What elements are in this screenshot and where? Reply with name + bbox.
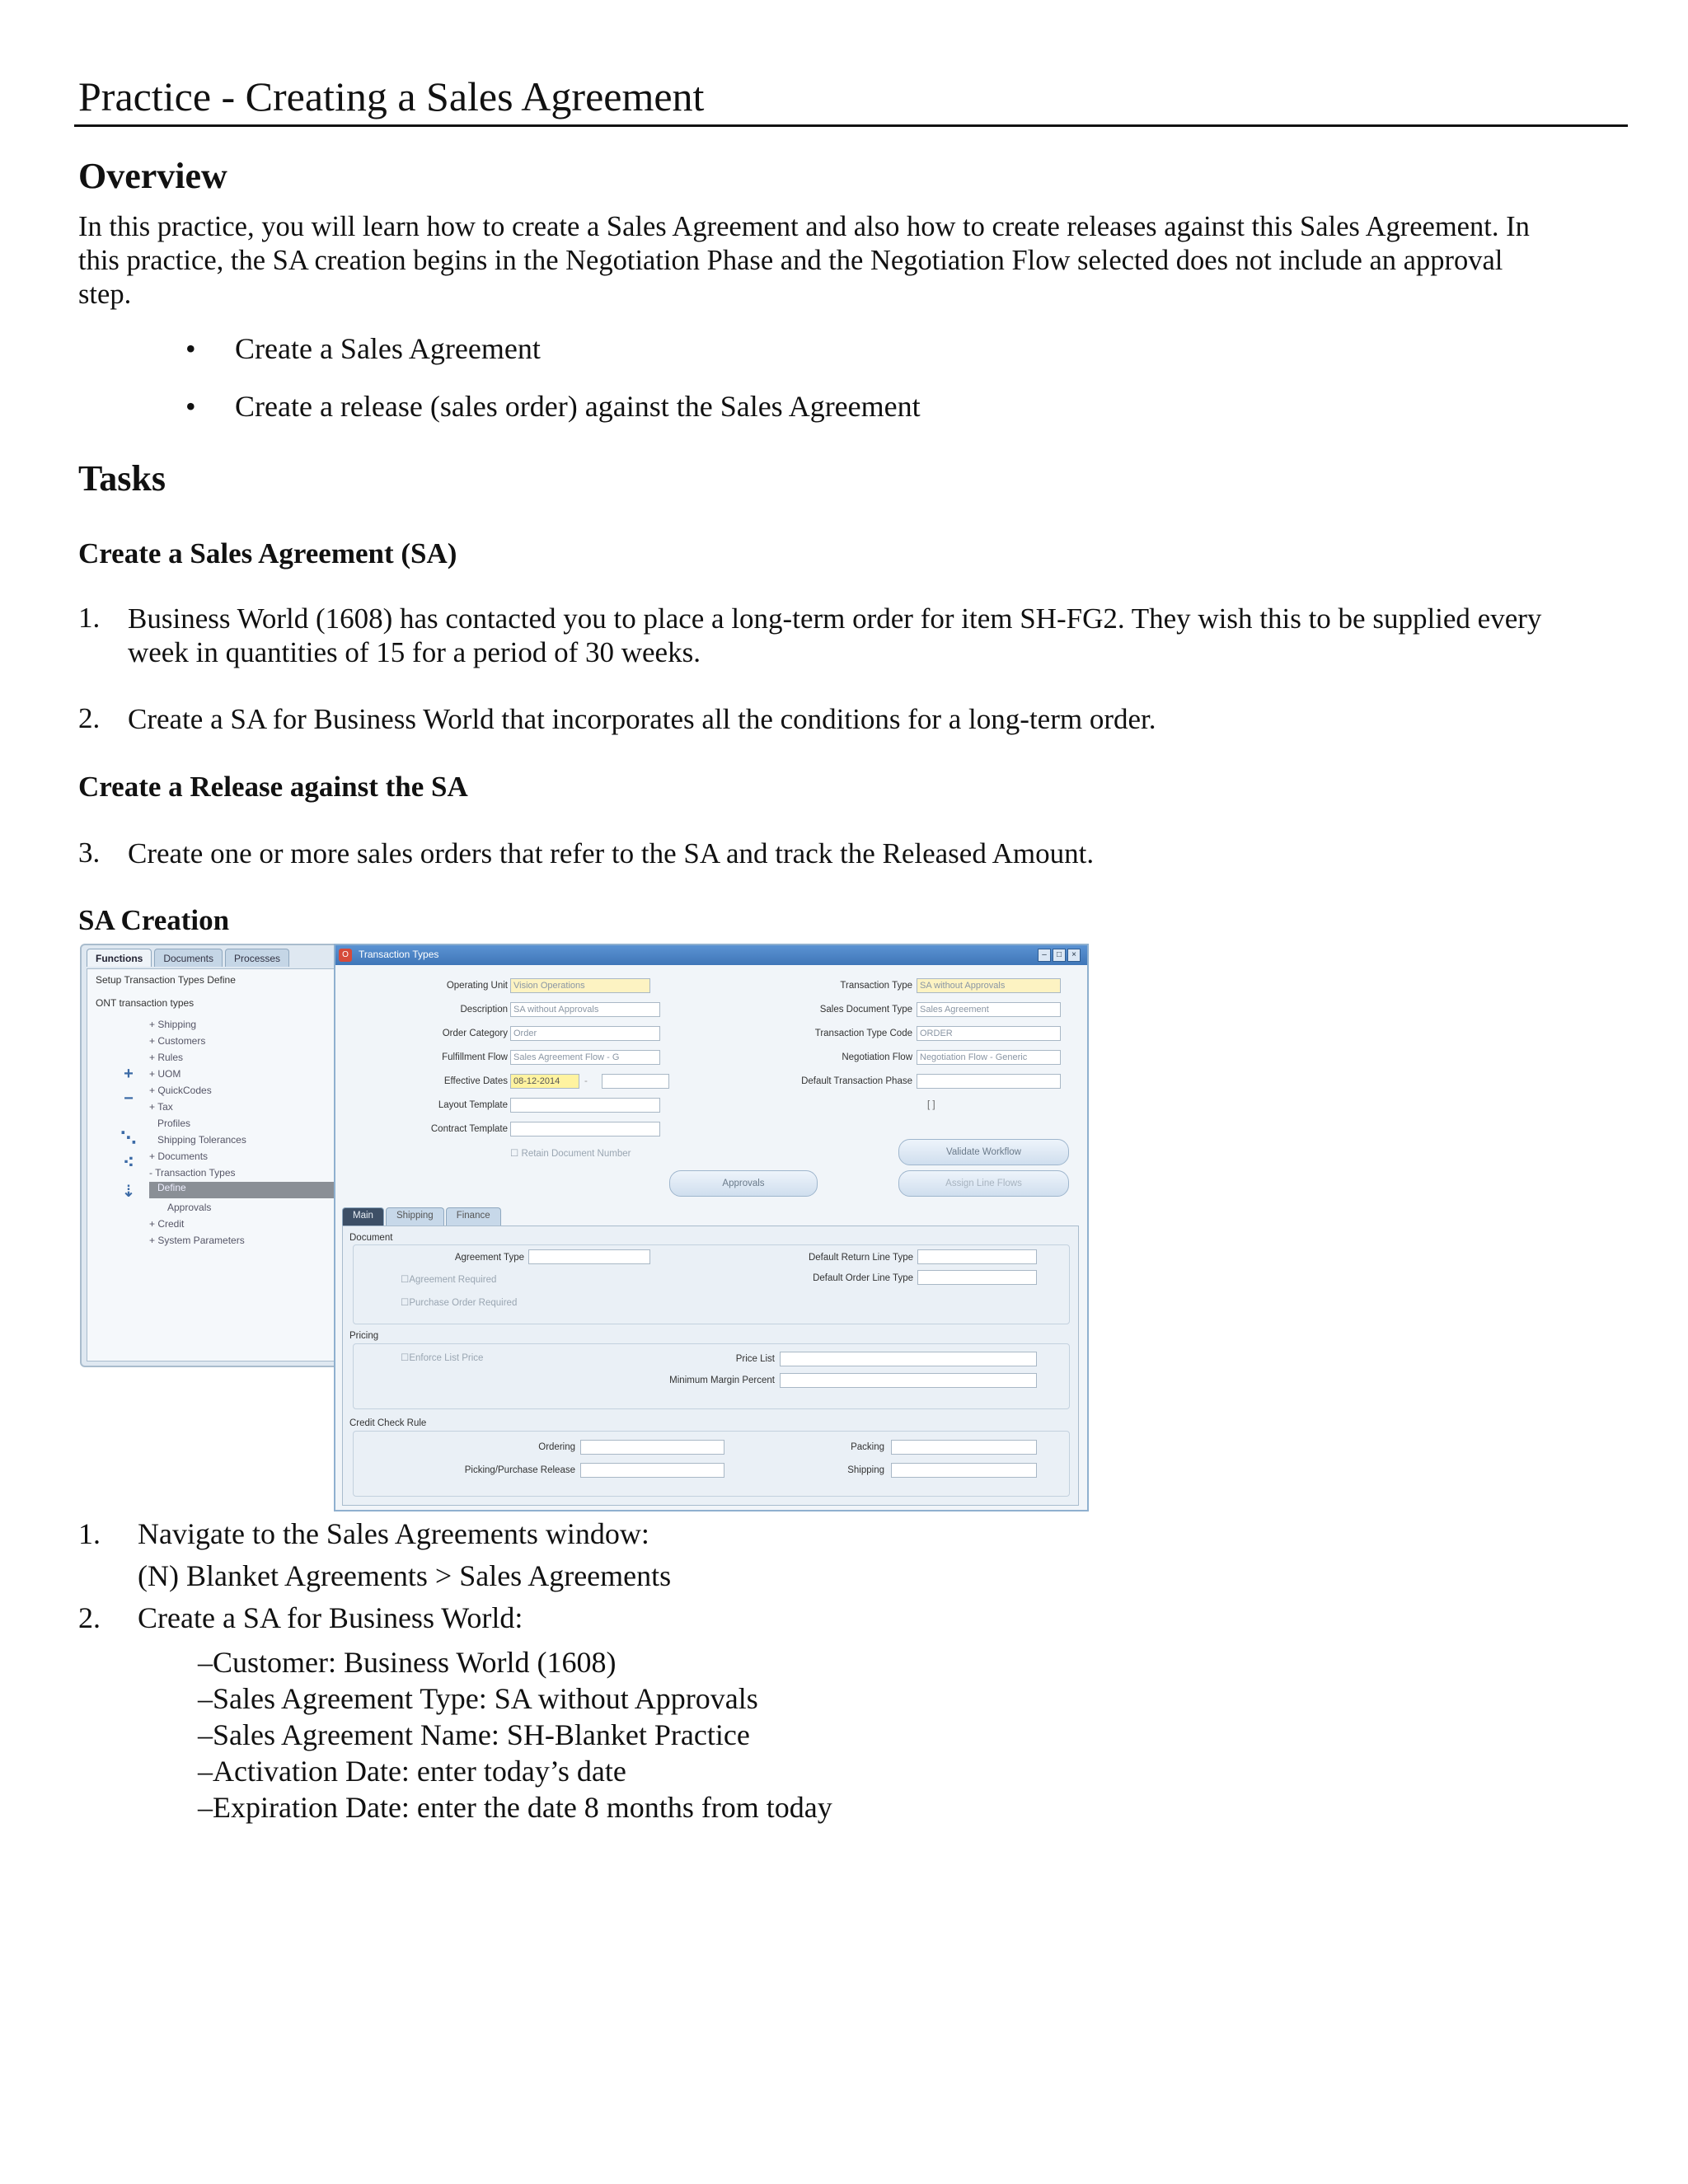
tree-item-customers[interactable]: + Customers	[149, 1035, 206, 1047]
transaction-types-window	[334, 944, 1089, 1511]
step-number: 1.	[78, 1517, 101, 1550]
default-order-line-type-field[interactable]	[917, 1270, 1037, 1285]
label-price-list: Price List	[735, 1354, 775, 1364]
assign-line-flows-button[interactable]: Assign Line Flows	[898, 1170, 1069, 1197]
overview-line-2: this practice, the SA creation begins in the Negotiation Phase and the Negotiation Flow selected does not include an approval	[78, 245, 1503, 276]
tree-item-shipping-tolerances[interactable]: Shipping Tolerances	[157, 1134, 246, 1146]
label-layout-template: Layout Template	[438, 1100, 508, 1110]
label-negotiation-flow: Negotiation Flow	[842, 1052, 912, 1062]
label-contract-template: Contract Template	[430, 1124, 508, 1134]
minimize-icon[interactable]: –	[1038, 949, 1051, 962]
label-transaction-type: Transaction Type	[840, 981, 912, 991]
tree-item-approvals[interactable]: Approvals	[167, 1202, 212, 1213]
credit-check-section-label: Credit Check Rule	[349, 1418, 427, 1428]
task-number: 1.	[78, 602, 101, 634]
effective-date-from-field[interactable]: 08-12-2014	[510, 1074, 579, 1089]
navigator-panel	[80, 944, 343, 1367]
agreement-required-checkbox[interactable]: ☐Agreement Required	[401, 1275, 497, 1285]
flex-field-bracket[interactable]: [ ]	[927, 1100, 935, 1110]
navigator-tree	[87, 968, 337, 1361]
enforce-list-price-checkbox[interactable]: ☐Enforce List Price	[401, 1353, 484, 1363]
sales-document-type-field[interactable]: Sales Agreement	[917, 1002, 1061, 1017]
po-required-label: Purchase Order Required	[409, 1298, 518, 1308]
collapse-icon[interactable]: −	[124, 1090, 134, 1108]
transaction-types-screenshot	[80, 944, 1085, 1508]
tree-item-profiles[interactable]: Profiles	[157, 1118, 191, 1129]
tree-item-quickcodes[interactable]: + QuickCodes	[149, 1085, 212, 1096]
overview-bullet-1: Create a Sales Agreement	[235, 332, 541, 365]
tab-finance[interactable]: Finance	[446, 1207, 501, 1226]
label-default-transaction-phase: Default Transaction Phase	[801, 1076, 912, 1086]
ordering-field[interactable]	[580, 1440, 724, 1455]
label-ordering: Ordering	[538, 1442, 575, 1452]
effective-date-to-field[interactable]	[602, 1074, 669, 1089]
step-1-navigation-path: (N) Blanket Agreements > Sales Agreements	[138, 1559, 672, 1592]
minimum-margin-percent-field[interactable]	[780, 1373, 1037, 1388]
tree-item-uom[interactable]: + UOM	[149, 1068, 181, 1080]
retain-document-number-label: Retain Document Number	[521, 1149, 631, 1159]
task-1-line-2: week in quantities of 15 for a period of 30 weeks.	[128, 636, 701, 668]
label-description: Description	[460, 1005, 508, 1015]
page-title: Practice - Creating a Sales Agreement	[78, 73, 705, 120]
tree-item-documents[interactable]: + Documents	[149, 1151, 209, 1162]
tree-item-shipping[interactable]: + Shipping	[149, 1019, 197, 1030]
price-list-field[interactable]	[780, 1352, 1037, 1366]
default-return-line-type-field[interactable]	[917, 1249, 1037, 1264]
label-operating-unit: Operating Unit	[446, 981, 508, 991]
picking-purchase-release-field[interactable]	[580, 1463, 724, 1478]
document-section-label: Document	[349, 1233, 393, 1243]
expand-branch-icon[interactable]: ⋱	[120, 1129, 137, 1147]
step-2-text: Create a SA for Business World:	[138, 1601, 523, 1634]
task-3-text: Create one or more sales orders that refer to the SA and track the Released Amount.	[128, 837, 1095, 869]
main-tab-panel	[342, 1226, 1079, 1506]
label-picking-purchase-release: Picking/Purchase Release	[464, 1465, 575, 1475]
agreement-type-field[interactable]	[528, 1249, 650, 1264]
navigator-tabs	[87, 949, 289, 967]
pricing-section-label: Pricing	[349, 1331, 379, 1341]
task-2-text: Create a SA for Business World that incorporates all the conditions for a long-term order.	[128, 703, 1156, 735]
bullet-dot: •	[185, 390, 196, 423]
approvals-button[interactable]: Approvals	[669, 1170, 818, 1197]
step-number: 2.	[78, 1601, 101, 1634]
label-sales-document-type: Sales Document Type	[819, 1005, 912, 1015]
shipping-field[interactable]	[891, 1463, 1037, 1478]
tab-main[interactable]: Main	[342, 1207, 384, 1226]
title-rule	[74, 124, 1628, 127]
retain-document-number-checkbox[interactable]: ☐ Retain Document Number	[510, 1149, 631, 1159]
label-transaction-type-code: Transaction Type Code	[814, 1029, 912, 1038]
label-order-category: Order Category	[442, 1029, 508, 1038]
transaction-type-field[interactable]: SA without Approvals	[917, 978, 1061, 993]
default-transaction-phase-field[interactable]	[917, 1074, 1061, 1089]
tasks-heading: Tasks	[78, 458, 166, 499]
overview-line-1: In this practice, you will learn how to create a Sales Agreement and also how to create releases against this Sales Agreement. In	[78, 211, 1530, 242]
tree-item-tax[interactable]: + Tax	[149, 1101, 173, 1113]
fulfillment-flow-field[interactable]: Sales Agreement Flow - G	[510, 1050, 660, 1065]
collapse-all-icon[interactable]: ⇣	[121, 1183, 136, 1201]
overview-line-3: step.	[78, 279, 132, 310]
date-separator: -	[584, 1076, 588, 1086]
expand-icon[interactable]: +	[124, 1065, 134, 1083]
task-1-line-1: Business World (1608) has contacted you to place a long-term order for item SH-FG2. They wish this to be supplied every	[128, 602, 1542, 635]
tree-item-system-parameters[interactable]: + System Parameters	[149, 1235, 245, 1246]
operating-unit-field[interactable]: Vision Operations	[510, 978, 650, 993]
contract-template-field[interactable]	[510, 1122, 660, 1137]
task-number: 3.	[78, 837, 101, 869]
task-number: 2.	[78, 702, 101, 734]
detail-agreement-name: –Sales Agreement Name: SH-Blanket Practice	[198, 1718, 750, 1751]
tab-shipping[interactable]: Shipping	[386, 1207, 444, 1226]
label-effective-dates: Effective Dates	[443, 1076, 508, 1086]
detail-expiration-date: –Expiration Date: enter the date 8 months from today	[198, 1791, 832, 1824]
expand-all-icon[interactable]: ⁖	[123, 1154, 134, 1172]
order-category-field[interactable]: Order	[510, 1026, 660, 1041]
close-icon[interactable]: ×	[1067, 949, 1081, 962]
label-packing: Packing	[851, 1442, 884, 1452]
detail-customer: –Customer: Business World (1608)	[198, 1646, 617, 1679]
bullet-dot: •	[185, 332, 196, 365]
oracle-app-icon: O	[339, 949, 352, 962]
window-title: Transaction Types	[359, 949, 439, 960]
packing-field[interactable]	[891, 1440, 1037, 1455]
description-field[interactable]: SA without Approvals	[510, 1002, 660, 1017]
tree-item-transaction-types[interactable]: - Transaction Types	[149, 1167, 236, 1179]
label-shipping: Shipping	[847, 1465, 884, 1475]
tree-item-define[interactable]: Define	[149, 1182, 337, 1198]
enforce-list-price-label: Enforce List Price	[409, 1353, 484, 1363]
navigator-header: Setup Transaction Types Define	[96, 974, 236, 986]
label-default-return-line-type: Default Return Line Type	[808, 1253, 913, 1263]
window-titlebar	[335, 945, 1087, 965]
tab-documents[interactable]: Documents	[154, 949, 223, 967]
overview-heading: Overview	[78, 156, 227, 196]
tab-processes[interactable]: Processes	[225, 949, 289, 967]
window-tabs	[342, 1207, 501, 1226]
maximize-icon[interactable]: □	[1053, 949, 1066, 962]
label-agreement-type: Agreement Type	[454, 1253, 524, 1263]
po-required-checkbox[interactable]: ☐Purchase Order Required	[401, 1298, 518, 1308]
detail-agreement-type: –Sales Agreement Type: SA without Approvals	[198, 1682, 758, 1715]
subheading-sa-creation: SA Creation	[78, 904, 230, 936]
transaction-type-code-field[interactable]: ORDER	[917, 1026, 1061, 1041]
detail-activation-date: –Activation Date: enter today’s date	[198, 1755, 626, 1788]
navigator-subheader: ONT transaction types	[96, 997, 195, 1009]
tab-functions[interactable]: Functions	[87, 949, 152, 967]
step-1-text: Navigate to the Sales Agreements window:	[138, 1517, 649, 1550]
tree-item-rules[interactable]: + Rules	[149, 1052, 184, 1063]
label-default-order-line-type: Default Order Line Type	[813, 1273, 913, 1283]
subheading-create-release: Create a Release against the SA	[78, 771, 468, 803]
label-minimum-margin-percent: Minimum Margin Percent	[669, 1376, 775, 1385]
subheading-create-sa: Create a Sales Agreement (SA)	[78, 537, 457, 569]
agreement-required-label: Agreement Required	[409, 1275, 497, 1285]
validate-workflow-button[interactable]: Validate Workflow	[898, 1139, 1069, 1165]
layout-template-field[interactable]	[510, 1098, 660, 1113]
negotiation-flow-field[interactable]: Negotiation Flow - Generic	[917, 1050, 1061, 1065]
tree-item-credit[interactable]: + Credit	[149, 1218, 185, 1230]
overview-bullet-2: Create a release (sales order) against the Sales Agreement	[235, 390, 921, 423]
label-fulfillment-flow: Fulfillment Flow	[442, 1052, 508, 1062]
